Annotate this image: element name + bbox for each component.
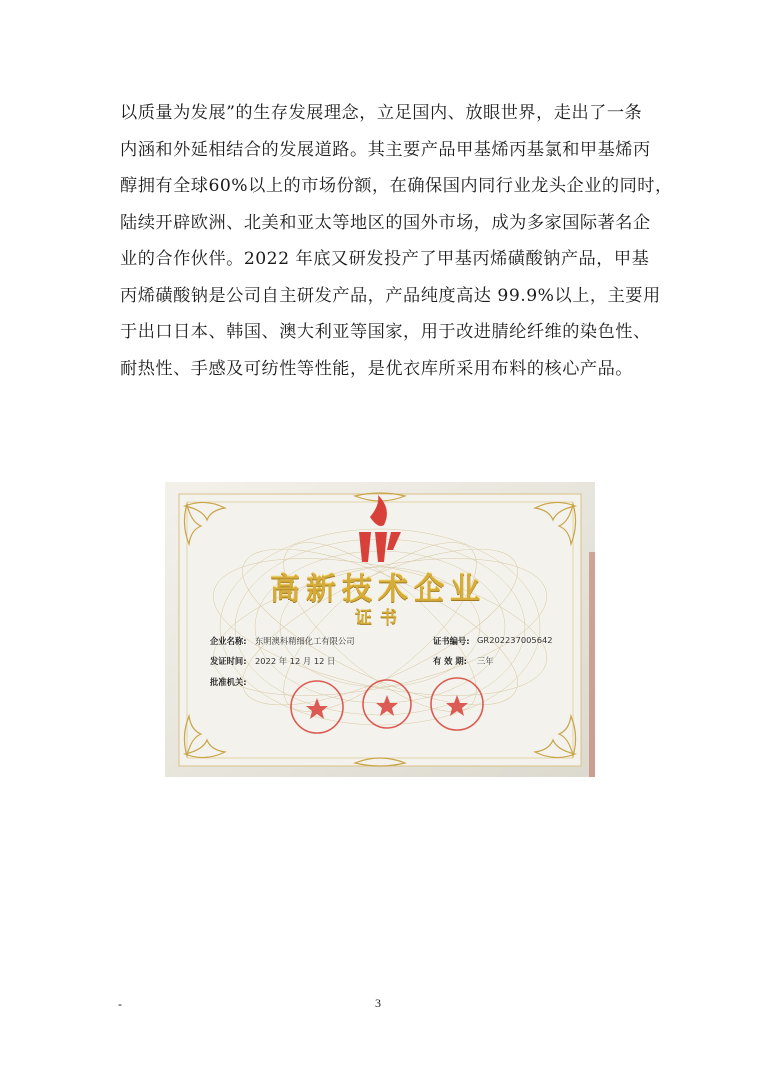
paragraph-line: 耐热性、手感及可纺性等性能，是优衣库所采用布料的核心产品。 <box>120 358 633 379</box>
cert-number-value: GR202237005642 <box>477 635 553 645</box>
page-number: 3 <box>375 996 381 1010</box>
paragraph-line: 丙烯磺酸钠是公司自主研发产品，产品纯度高达 99.9%以上，主要用 <box>120 285 661 306</box>
paragraph-line: 业的合作伙伴。2022 年底又研发投产了甲基丙烯磺酸钠产品，甲基 <box>120 249 650 269</box>
certificate-subtitle: 证书 <box>355 608 405 628</box>
certificate-photo <box>165 482 595 777</box>
company-value: 东明澳科精细化工有限公司 <box>255 636 355 646</box>
body-paragraph <box>120 95 673 387</box>
paragraph-line: 陆续开辟欧洲、北美和亚太等地区的国外市场，成为多家国际著名企 <box>120 212 651 233</box>
certificate-title: 高新技术企业 <box>270 572 486 607</box>
validity-value: 三年 <box>477 656 494 666</box>
authority-label: 批准机关: <box>210 677 247 687</box>
validity-label: 有 效 期: <box>433 656 467 666</box>
footer-dash: - <box>118 997 122 1011</box>
paragraph-line: 以质量为发展”的生存发展理念，立足国内、放眼世界，走出了一条 <box>120 103 643 123</box>
paragraph-line: 醇拥有全球60%以上的市场份额，在确保国内同行业龙头企业的同时， <box>120 176 673 196</box>
issue-date-value: 2022 年 12 月 12 日 <box>255 656 336 666</box>
cert-number-label: 证书编号: <box>433 636 470 646</box>
issue-date-label: 发证时间: <box>210 656 247 666</box>
company-label: 企业名称: <box>210 636 247 646</box>
paragraph-line: 内涵和外延相结合的发展道路。其主要产品甲基烯丙基氯和甲基烯丙 <box>120 139 651 160</box>
paragraph-line: 于出口日本、韩国、澳大利亚等国家，用于改进腈纶纤维的染色性、 <box>120 322 651 342</box>
certificate-background <box>165 482 595 777</box>
